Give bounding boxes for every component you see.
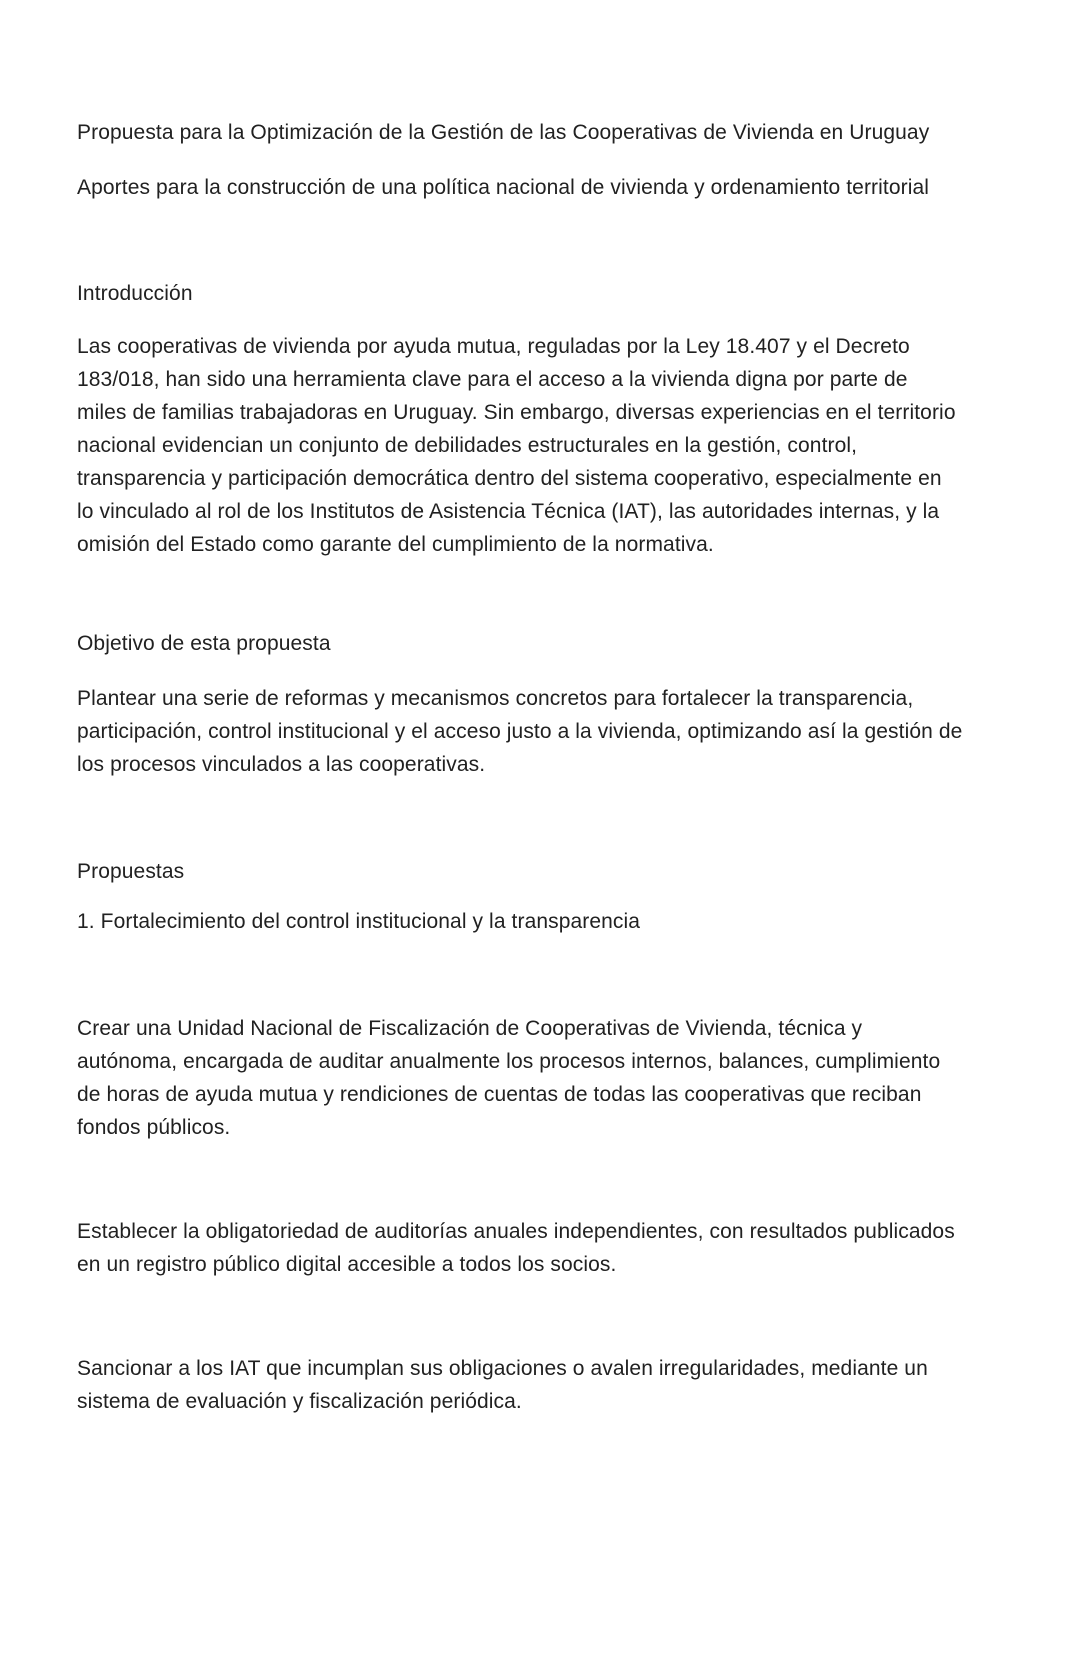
paragraph-introduccion: Las cooperativas de vivienda por ayuda mutua, reguladas por la Ley 18.407 y el Decreto 183/018, han sido una herramienta clave para el acceso a la vivienda digna por parte de miles de familias trabajadoras en Uruguay. Sin embargo, diversas experiencias en el territorio nacional evidencian un conjunto de debilidades estructurales en la gestión, control, transparencia y participación democrática dentro del sistema cooperativo, especialmente en lo vinculado al rol de los Institutos de Asistencia Técnica (IAT), las autoridades internas, y la omisión del Estado como garante del cumplimiento de la normativa. xyxy=(77,335,956,556)
paragraph-propuesta-auditorias: Establecer la obligatoriedad de auditorías anuales independientes, con resultados publicados en un registro público digital accesible a todos los socios. xyxy=(77,1220,955,1276)
section-heading-introduccion: Introducción xyxy=(77,282,193,305)
paragraph-propuesta-sanciones: Sancionar a los IAT que incumplan sus obligaciones o avalen irregularidades, mediante un sistema de evaluación y fiscalización periódica. xyxy=(77,1357,928,1413)
section-subheading-propuesta-1: 1. Fortalecimiento del control institucional y la transparencia xyxy=(77,910,641,933)
document-subtitle: Aportes para la construcción de una política nacional de vivienda y ordenamiento territorial xyxy=(77,176,930,199)
document-title: Propuesta para la Optimización de la Gestión de las Cooperativas de Vivienda en Uruguay xyxy=(77,121,930,144)
paragraph-objetivo: Plantear una serie de reformas y mecanismos concretos para fortalecer la transparencia, participación, control institucional y el acceso justo a la vivienda, optimizando así la gestión de los procesos vinculados a las cooperativas. xyxy=(77,687,963,776)
section-heading-objetivo: Objetivo de esta propuesta xyxy=(77,632,331,655)
section-heading-propuestas: Propuestas xyxy=(77,860,185,883)
paragraph-propuesta-unidad-fiscalizacion: Crear una Unidad Nacional de Fiscalización de Cooperativas de Vivienda, técnica y autónoma, encargada de auditar anualmente los procesos internos, balances, cumplimiento de horas de ayuda mutua y rendiciones de cuentas de todas las cooperativas que reciban fondos públicos. xyxy=(77,1017,941,1139)
